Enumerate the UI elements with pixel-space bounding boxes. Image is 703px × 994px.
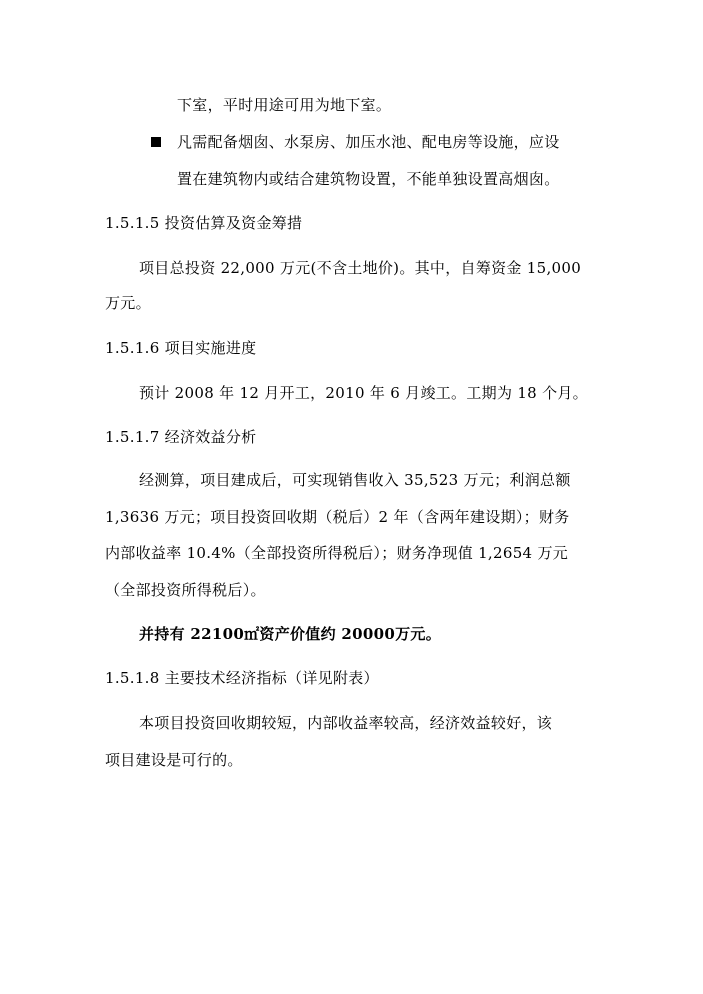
paragraph-1515-line-1: 项目总投资 22,000 万元(不含土地价)。其中，自筹资金 15,000 [139, 259, 582, 277]
section-heading-1515: 1.5.1.5 投资估算及资金筹措 [105, 214, 303, 232]
paragraph-1517-line-4: （全部投资所得税后）。 [105, 581, 266, 599]
paragraph-1518-line-1: 本项目投资回收期较短，内部收益率较高，经济效益较好，该 [139, 714, 553, 732]
section-heading-1516: 1.5.1.6 项目实施进度 [105, 339, 257, 357]
paragraph-1518-line-2: 项目建设是可行的。 [105, 751, 243, 769]
bullet-item-line-1: 凡需配备烟囱、水泵房、加压水池、配电房等设施，应设 [177, 133, 560, 151]
bullet-square-icon [151, 137, 161, 147]
section-heading-1517: 1.5.1.7 经济效益分析 [105, 428, 257, 446]
section-heading-1518: 1.5.1.8 主要技术经济指标（详见附表） [105, 669, 379, 687]
paragraph-1515-line-2: 万元。 [105, 294, 151, 312]
bullet-item-line-2: 置在建筑物内或结合建筑物设置，不能单独设置高烟囱。 [177, 170, 560, 188]
paragraph-1517-line-2: 1,3636 万元；项目投资回收期（税后）2 年（含两年建设期）；财务 [105, 508, 570, 526]
paragraph-1516-line-1: 预计 2008 年 12 月开工，2010 年 6 月竣工。工期为 18 个月。 [139, 384, 588, 402]
paragraph-1517-line-3: 内部收益率 10.4%（全部投资所得税后）；财务净现值 1,2654 万元 [105, 544, 569, 562]
bold-asset-statement: 并持有 22100㎡资产价值约 20000万元。 [139, 625, 442, 643]
paragraph-1517-line-1: 经测算，项目建成后，可实现销售收入 35,523 万元；利润总额 [139, 471, 571, 489]
bullet-continuation-line: 下室，平时用途可用为地下室。 [177, 96, 392, 114]
